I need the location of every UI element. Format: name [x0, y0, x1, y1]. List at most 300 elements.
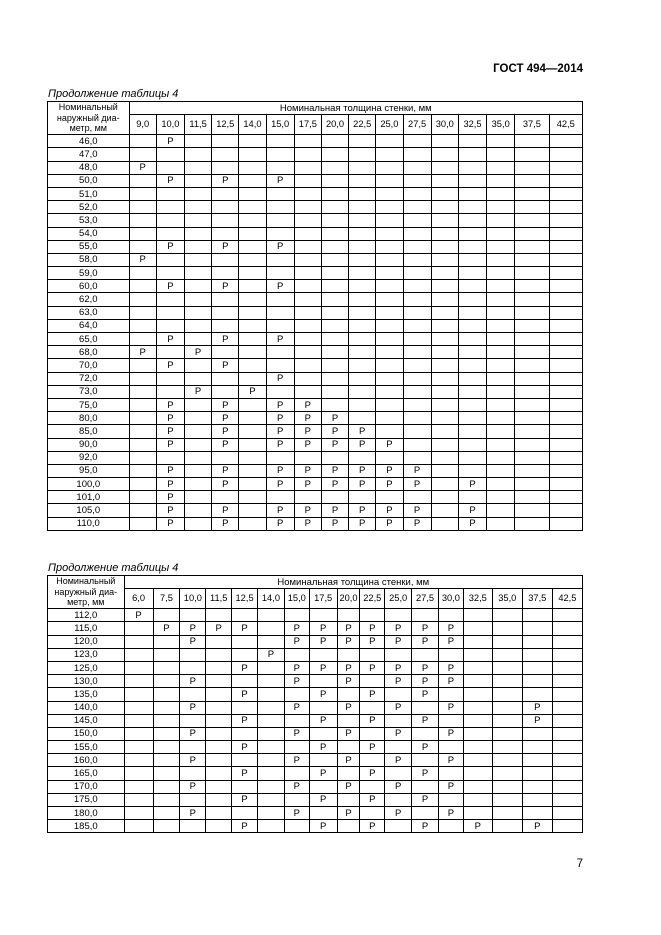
availability-cell: [515, 372, 549, 385]
availability-cell: [403, 372, 431, 385]
availability-cell: [321, 148, 348, 161]
table-row: [48, 767, 583, 780]
availability-cell: [153, 661, 180, 674]
availability-cell: [349, 253, 376, 266]
availability-cell: [129, 451, 156, 464]
availability-cell: [376, 135, 403, 148]
availability-cell: [515, 491, 549, 504]
availability-cell: P: [129, 161, 156, 174]
availability-cell: P: [180, 780, 206, 793]
availability-cell: [124, 793, 153, 806]
availability-cell: P: [439, 675, 464, 688]
availability-cell: P: [337, 701, 360, 714]
availability-cell: [403, 359, 431, 372]
availability-cell: [403, 214, 431, 227]
availability-cell: [153, 780, 180, 793]
availability-cell: [412, 780, 439, 793]
availability-cell: [439, 648, 464, 661]
diameter-cell: 170,0: [48, 780, 125, 793]
availability-cell: [129, 280, 156, 293]
availability-cell: [153, 609, 180, 622]
availability-cell: [239, 253, 266, 266]
availability-cell: [156, 346, 184, 359]
availability-cell: [431, 517, 458, 530]
thickness-column-header: 35,0: [492, 589, 522, 609]
availability-cell: [487, 451, 515, 464]
table-1-caption: Продолжение таблицы 4: [48, 88, 179, 100]
availability-cell: [403, 161, 431, 174]
availability-cell: [124, 622, 153, 635]
availability-cell: [156, 293, 184, 306]
availability-cell: [349, 319, 376, 332]
availability-cell: [129, 319, 156, 332]
availability-cell: [294, 359, 321, 372]
availability-cell: P: [156, 333, 184, 346]
availability-cell: [376, 240, 403, 253]
availability-cell: [403, 174, 431, 187]
availability-cell: [124, 688, 153, 701]
availability-cell: [487, 187, 515, 200]
availability-cell: [239, 451, 266, 464]
diameter-cell: 65,0: [48, 333, 130, 346]
availability-cell: [232, 754, 258, 767]
availability-cell: [124, 741, 153, 754]
availability-cell: [403, 319, 431, 332]
availability-cell: [232, 701, 258, 714]
availability-cell: [487, 319, 515, 332]
thickness-column-header: 22,5: [360, 589, 385, 609]
availability-cell: [458, 319, 486, 332]
availability-cell: [515, 148, 549, 161]
availability-cell: [321, 306, 348, 319]
availability-cell: [239, 333, 266, 346]
availability-cell: [463, 701, 492, 714]
availability-cell: [349, 214, 376, 227]
availability-cell: [206, 727, 232, 740]
availability-cell: P: [212, 504, 239, 517]
availability-cell: [321, 161, 348, 174]
availability-cell: [321, 267, 348, 280]
availability-cell: [487, 464, 515, 477]
availability-cell: [212, 385, 239, 398]
availability-cell: [458, 135, 486, 148]
availability-cell: P: [321, 425, 348, 438]
availability-cell: [321, 293, 348, 306]
availability-cell: P: [156, 478, 184, 491]
availability-cell: P: [180, 701, 206, 714]
availability-cell: P: [309, 661, 337, 674]
availability-cell: [349, 398, 376, 411]
availability-cell: [431, 412, 458, 425]
availability-cell: P: [376, 517, 403, 530]
availability-cell: [309, 701, 337, 714]
table-row: [48, 267, 583, 280]
thickness-column-header: 15,0: [266, 115, 294, 135]
availability-cell: [522, 807, 552, 820]
availability-cell: [522, 727, 552, 740]
availability-cell: [458, 491, 486, 504]
availability-cell: [403, 412, 431, 425]
availability-cell: P: [403, 478, 431, 491]
availability-cell: [385, 688, 412, 701]
availability-cell: [376, 346, 403, 359]
availability-cell: [321, 333, 348, 346]
availability-cell: [549, 491, 582, 504]
availability-cell: P: [412, 820, 439, 833]
availability-cell: [549, 253, 582, 266]
availability-cell: [360, 780, 385, 793]
availability-cell: [463, 648, 492, 661]
availability-cell: [360, 807, 385, 820]
availability-cell: P: [232, 820, 258, 833]
availability-cell: P: [266, 174, 294, 187]
availability-cell: [349, 346, 376, 359]
availability-cell: [284, 767, 309, 780]
availability-cell: [549, 293, 582, 306]
availability-cell: [284, 820, 309, 833]
availability-cell: P: [232, 793, 258, 806]
table-row: [48, 293, 583, 306]
availability-cell: [487, 174, 515, 187]
availability-cell: [458, 385, 486, 398]
availability-cell: [515, 385, 549, 398]
diameter-cell: 80,0: [48, 412, 130, 425]
diameter-cell: 75,0: [48, 398, 130, 411]
availability-cell: P: [309, 741, 337, 754]
availability-cell: [294, 293, 321, 306]
availability-cell: [349, 227, 376, 240]
availability-cell: P: [337, 754, 360, 767]
availability-cell: [239, 491, 266, 504]
availability-cell: [156, 267, 184, 280]
availability-cell: [239, 517, 266, 530]
availability-cell: [294, 187, 321, 200]
availability-cell: P: [403, 504, 431, 517]
thickness-column-header: 25,0: [376, 115, 403, 135]
availability-cell: [258, 793, 285, 806]
availability-cell: [403, 306, 431, 319]
diameter-cell: 145,0: [48, 714, 125, 727]
availability-cell: P: [156, 517, 184, 530]
availability-cell: [349, 161, 376, 174]
availability-cell: [552, 754, 582, 767]
availability-cell: [403, 135, 431, 148]
availability-cell: [360, 648, 385, 661]
availability-cell: [522, 609, 552, 622]
availability-cell: [239, 346, 266, 359]
availability-cell: [206, 675, 232, 688]
availability-cell: P: [129, 346, 156, 359]
availability-cell: [431, 359, 458, 372]
availability-cell: P: [385, 661, 412, 674]
availability-cell: [360, 754, 385, 767]
availability-cell: [184, 135, 211, 148]
availability-cell: P: [266, 333, 294, 346]
availability-cell: [294, 491, 321, 504]
availability-cell: [458, 267, 486, 280]
availability-cell: [258, 622, 285, 635]
availability-cell: [439, 609, 464, 622]
availability-cell: P: [337, 780, 360, 793]
availability-cell: [321, 187, 348, 200]
availability-cell: P: [360, 661, 385, 674]
availability-cell: [153, 741, 180, 754]
availability-cell: [431, 214, 458, 227]
availability-cell: [487, 438, 515, 451]
availability-cell: [515, 517, 549, 530]
table-row: [48, 438, 583, 451]
availability-cell: [376, 201, 403, 214]
availability-cell: [184, 214, 211, 227]
availability-cell: [492, 793, 522, 806]
availability-cell: [549, 148, 582, 161]
diameter-cell: 73,0: [48, 385, 130, 398]
availability-cell: P: [349, 438, 376, 451]
availability-cell: [463, 807, 492, 820]
availability-cell: [258, 820, 285, 833]
availability-cell: [129, 385, 156, 398]
availability-cell: [549, 267, 582, 280]
availability-cell: [515, 253, 549, 266]
availability-cell: [337, 609, 360, 622]
availability-cell: P: [522, 701, 552, 714]
availability-cell: [376, 214, 403, 227]
diameter-cell: 125,0: [48, 661, 125, 674]
availability-cell: [431, 267, 458, 280]
table-row: [48, 701, 583, 714]
availability-cell: [458, 451, 486, 464]
availability-cell: [284, 609, 309, 622]
availability-cell: P: [284, 635, 309, 648]
availability-cell: [458, 464, 486, 477]
diameter-header: Номинальный наружный диа-метр, мм: [48, 576, 125, 609]
availability-cell: [385, 793, 412, 806]
availability-cell: [458, 359, 486, 372]
table-row: [48, 648, 583, 661]
availability-cell: [463, 661, 492, 674]
availability-cell: [549, 359, 582, 372]
availability-cell: P: [184, 346, 211, 359]
availability-cell: [156, 451, 184, 464]
availability-cell: P: [266, 280, 294, 293]
availability-cell: [184, 161, 211, 174]
availability-cell: [294, 135, 321, 148]
thickness-column-header: 42,5: [552, 589, 582, 609]
availability-cell: [431, 174, 458, 187]
diameter-cell: 95,0: [48, 464, 130, 477]
availability-cell: [492, 609, 522, 622]
availability-cell: [239, 319, 266, 332]
availability-cell: P: [266, 412, 294, 425]
diameter-cell: 58,0: [48, 253, 130, 266]
availability-cell: [239, 293, 266, 306]
table-row: [48, 148, 583, 161]
availability-cell: P: [284, 675, 309, 688]
availability-cell: [515, 359, 549, 372]
availability-cell: [385, 767, 412, 780]
table-row: [48, 398, 583, 411]
availability-cell: P: [206, 622, 232, 635]
availability-cell: [239, 174, 266, 187]
availability-cell: P: [266, 478, 294, 491]
availability-cell: [403, 240, 431, 253]
availability-cell: [431, 464, 458, 477]
availability-cell: [156, 201, 184, 214]
diameter-cell: 112,0: [48, 609, 125, 622]
table-row: [48, 820, 583, 833]
availability-cell: P: [337, 635, 360, 648]
availability-cell: [266, 346, 294, 359]
availability-cell: P: [522, 714, 552, 727]
thickness-column-header: 6,0: [124, 589, 153, 609]
availability-cell: [385, 741, 412, 754]
availability-cell: [403, 187, 431, 200]
availability-cell: [349, 385, 376, 398]
availability-cell: [439, 820, 464, 833]
availability-cell: [266, 267, 294, 280]
availability-cell: [184, 504, 211, 517]
availability-cell: [487, 227, 515, 240]
thickness-table-1: [47, 101, 583, 531]
availability-cell: P: [360, 741, 385, 754]
availability-cell: [403, 253, 431, 266]
availability-cell: [515, 333, 549, 346]
availability-cell: P: [156, 174, 184, 187]
availability-cell: [431, 491, 458, 504]
availability-cell: [487, 412, 515, 425]
availability-cell: [321, 227, 348, 240]
availability-cell: P: [439, 622, 464, 635]
table-row: [48, 359, 583, 372]
availability-cell: P: [309, 793, 337, 806]
availability-cell: [184, 359, 211, 372]
thickness-column-header: 22,5: [349, 115, 376, 135]
thickness-column-header: 27,5: [412, 589, 439, 609]
availability-cell: P: [321, 517, 348, 530]
availability-cell: [284, 793, 309, 806]
availability-cell: [232, 675, 258, 688]
availability-cell: [206, 609, 232, 622]
availability-cell: [487, 253, 515, 266]
availability-cell: [385, 648, 412, 661]
table-row: [48, 661, 583, 674]
availability-cell: [403, 398, 431, 411]
availability-cell: P: [439, 807, 464, 820]
availability-cell: [239, 201, 266, 214]
availability-cell: [321, 280, 348, 293]
availability-cell: [492, 780, 522, 793]
availability-cell: [294, 267, 321, 280]
availability-cell: [439, 793, 464, 806]
availability-cell: [206, 741, 232, 754]
availability-cell: P: [385, 754, 412, 767]
availability-cell: [129, 214, 156, 227]
availability-cell: [232, 648, 258, 661]
availability-cell: [212, 346, 239, 359]
thickness-column-header: 37,5: [522, 589, 552, 609]
availability-cell: [552, 807, 582, 820]
table-row: [48, 504, 583, 517]
availability-cell: [552, 793, 582, 806]
availability-cell: [184, 187, 211, 200]
availability-cell: [458, 148, 486, 161]
availability-cell: [376, 398, 403, 411]
table-row: [48, 240, 583, 253]
availability-cell: P: [156, 491, 184, 504]
availability-cell: [552, 714, 582, 727]
availability-cell: [376, 333, 403, 346]
availability-cell: P: [385, 807, 412, 820]
availability-cell: P: [239, 385, 266, 398]
availability-cell: P: [412, 714, 439, 727]
availability-cell: [294, 148, 321, 161]
thickness-column-header: 25,0: [385, 589, 412, 609]
availability-cell: [549, 333, 582, 346]
availability-cell: [492, 727, 522, 740]
availability-cell: P: [294, 504, 321, 517]
availability-cell: P: [321, 438, 348, 451]
availability-cell: [258, 714, 285, 727]
availability-cell: [309, 807, 337, 820]
availability-cell: [180, 741, 206, 754]
table-row: [48, 253, 583, 266]
availability-cell: [212, 187, 239, 200]
availability-cell: [266, 319, 294, 332]
availability-cell: [431, 161, 458, 174]
diameter-cell: 52,0: [48, 201, 130, 214]
diameter-cell: 150,0: [48, 727, 125, 740]
availability-cell: [232, 780, 258, 793]
availability-cell: [206, 754, 232, 767]
availability-cell: [153, 648, 180, 661]
availability-cell: P: [232, 622, 258, 635]
availability-cell: [156, 161, 184, 174]
availability-cell: [239, 148, 266, 161]
availability-cell: [266, 359, 294, 372]
availability-cell: [349, 491, 376, 504]
availability-cell: [349, 280, 376, 293]
availability-cell: [129, 359, 156, 372]
availability-cell: [458, 187, 486, 200]
availability-cell: [184, 280, 211, 293]
availability-cell: [431, 227, 458, 240]
availability-cell: [515, 398, 549, 411]
thickness-column-header: 15,0: [284, 589, 309, 609]
availability-cell: [522, 767, 552, 780]
availability-cell: [153, 807, 180, 820]
availability-cell: [212, 451, 239, 464]
availability-cell: [458, 240, 486, 253]
thickness-column-header: 20,0: [321, 115, 348, 135]
availability-cell: [294, 280, 321, 293]
availability-cell: [129, 135, 156, 148]
availability-cell: [180, 609, 206, 622]
table-row: [48, 412, 583, 425]
diameter-cell: 123,0: [48, 648, 125, 661]
availability-cell: [515, 187, 549, 200]
availability-cell: [184, 464, 211, 477]
availability-cell: [552, 622, 582, 635]
availability-cell: [376, 319, 403, 332]
availability-cell: [212, 148, 239, 161]
availability-cell: [184, 478, 211, 491]
availability-cell: [403, 346, 431, 359]
diameter-cell: 70,0: [48, 359, 130, 372]
availability-cell: [184, 372, 211, 385]
availability-cell: P: [156, 412, 184, 425]
diameter-cell: 101,0: [48, 491, 130, 504]
availability-cell: [431, 306, 458, 319]
